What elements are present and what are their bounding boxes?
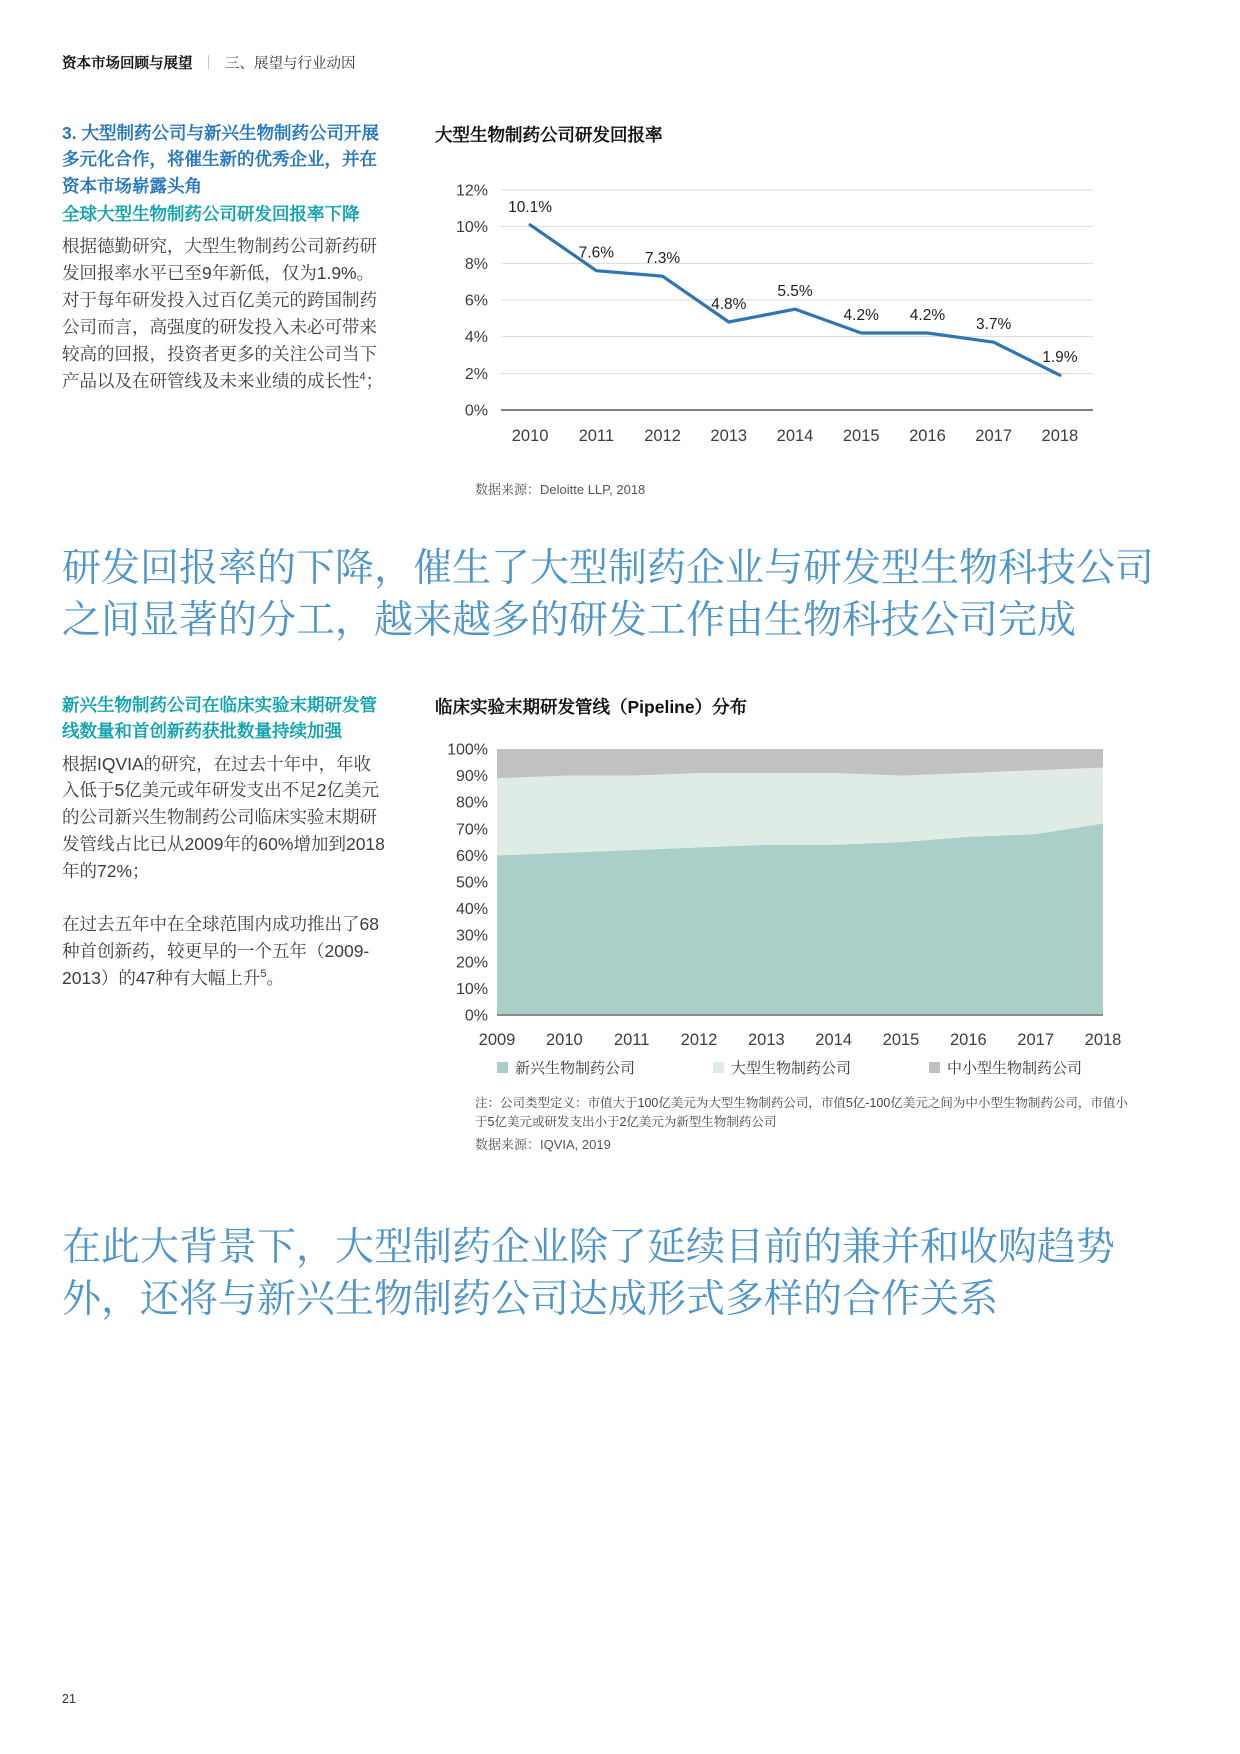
svg-text:2016: 2016 — [909, 427, 946, 445]
rd-return-chart-source: 数据来源：Deloitte LLP, 2018 — [475, 482, 646, 497]
svg-text:10%: 10% — [455, 980, 488, 998]
section1-paragraph-tail: ； — [365, 370, 384, 391]
pipeline-chart-legend — [497, 1057, 1178, 1078]
svg-text:2012: 2012 — [644, 427, 681, 445]
pipeline-chart-source: 数据来源：IQVIA, 2019 — [475, 1136, 611, 1152]
section2-paragraph-2-text: 在过去五年中在全球范围内成功推出了68种首创新药，较更早的一个五年（2009-2013）的47种有大幅上升 — [62, 914, 379, 989]
svg-text:2013: 2013 — [710, 427, 748, 445]
legend-swatch — [497, 1062, 508, 1073]
section1-subheading: 全球大型生物制药公司研发回报率下降 — [62, 203, 360, 224]
svg-text:30%: 30% — [455, 927, 488, 945]
svg-text:4.2%: 4.2% — [843, 307, 879, 324]
page-header — [62, 52, 356, 73]
svg-text:50%: 50% — [455, 874, 488, 892]
pipeline-chart-title: 临床实验末期研发管线（Pipeline）分布 — [435, 697, 748, 717]
svg-text:40%: 40% — [455, 901, 488, 919]
svg-text:2017: 2017 — [975, 427, 1013, 445]
svg-text:100%: 100% — [447, 741, 488, 759]
svg-text:5.5%: 5.5% — [777, 283, 813, 301]
legend-label: 新兴生物制药公司 — [515, 1060, 636, 1077]
svg-text:1.9%: 1.9% — [1042, 349, 1078, 367]
rd-return-line-chart — [435, 165, 1135, 465]
svg-text:2012: 2012 — [680, 1031, 718, 1049]
section2-heading: 新兴生物制药公司在临床实验末期研发管线数量和首创新药获批数量持续加强 — [62, 695, 377, 742]
section1-text-column — [62, 120, 385, 395]
svg-text:2010: 2010 — [511, 427, 549, 445]
svg-text:20%: 20% — [455, 954, 488, 972]
rd-return-chart-block — [435, 120, 1178, 498]
section2-text-column — [62, 692, 385, 992]
svg-text:2014: 2014 — [776, 427, 814, 445]
svg-text:8%: 8% — [464, 255, 488, 273]
section2-paragraph-2-tail: 。 — [266, 968, 285, 989]
svg-text:4%: 4% — [464, 329, 488, 347]
svg-text:2009: 2009 — [478, 1031, 516, 1049]
legend-item — [929, 1057, 1082, 1078]
section2-paragraph-2 — [62, 911, 385, 992]
svg-text:70%: 70% — [455, 821, 488, 839]
svg-text:4.8%: 4.8% — [711, 296, 747, 313]
pipeline-stacked-area-chart — [435, 735, 1135, 1053]
svg-text:2015: 2015 — [882, 1031, 920, 1049]
legend-label: 中小型生物制药公司 — [947, 1060, 1083, 1077]
svg-text:7.3%: 7.3% — [644, 250, 681, 268]
section2-paragraph-1: 根据IQVIA的研究，在过去十年中，年收入低于5亿美元或年研发支出不足2亿美元的公司新兴生物制药公司临床实验末期研发管线占比已从2009年的60%增加到2018年的72%； — [62, 753, 385, 882]
svg-text:60%: 60% — [455, 847, 488, 865]
section1-paragraph — [62, 233, 385, 395]
svg-text:2011: 2011 — [578, 427, 615, 445]
svg-text:4.2%: 4.2% — [909, 307, 946, 324]
svg-text:2018: 2018 — [1041, 427, 1079, 445]
header-separator: ｜ — [201, 56, 216, 72]
svg-text:2%: 2% — [464, 365, 488, 383]
svg-text:90%: 90% — [455, 768, 488, 786]
svg-text:2010: 2010 — [545, 1031, 583, 1049]
svg-text:2014: 2014 — [815, 1031, 853, 1049]
pipeline-chart-note: 注：公司类型定义：市值大于100亿美元为大型生物制药公司，市值5亿-100亿美元之间为中小型生物制药公司，市值小于5亿美元或研发支出小于2亿美元为新型生物制药公司 — [475, 1096, 1128, 1129]
svg-text:3.7%: 3.7% — [975, 316, 1012, 334]
header-section: 三、展望与行业动因 — [225, 56, 356, 72]
section1-paragraph-text: 根据德勤研究，大型生物制药公司新药研发回报率水平已至9年新低，仅为1.9%。对于每年研发投入过百亿美元的跨国制药公司而言，高强度的研发投入未必可带来较高的回报，投资者更多的关注公司当下产品以及在研管线及未来业绩的成长性 — [62, 236, 377, 391]
svg-text:6%: 6% — [464, 292, 488, 310]
legend-item — [497, 1057, 635, 1078]
footnote-marker-4: 4 — [359, 370, 366, 383]
svg-text:12%: 12% — [455, 182, 488, 200]
section-pipeline — [62, 692, 1178, 1153]
legend-swatch — [929, 1062, 940, 1073]
pull-quote-1: 研发回报率的下降，催生了大型制药企业与研发型生物科技公司之间显著的分工，越来越多的研发工作由生物科技公司完成 — [62, 547, 1155, 643]
legend-item — [713, 1057, 851, 1078]
svg-text:10.1%: 10.1% — [508, 198, 553, 216]
svg-text:7.6%: 7.6% — [578, 244, 615, 262]
legend-label: 大型生物制药公司 — [731, 1060, 852, 1077]
footnote-marker-5: 5 — [260, 968, 267, 981]
rd-return-chart-title: 大型生物制药公司研发回报率 — [435, 125, 663, 145]
section-rd-return — [62, 120, 1178, 498]
svg-text:0%: 0% — [464, 402, 488, 420]
header-title: 资本市场回顾与展望 — [62, 56, 193, 72]
svg-text:80%: 80% — [455, 794, 488, 812]
svg-text:2017: 2017 — [1017, 1031, 1055, 1049]
svg-text:0%: 0% — [464, 1007, 488, 1025]
svg-text:2015: 2015 — [842, 427, 880, 445]
pipeline-chart-block — [435, 692, 1178, 1153]
section1-heading: 3. 大型制药公司与新兴生物制药公司开展多元化合作，将催生新的优秀企业，并在资本市场崭露头角 — [62, 123, 379, 196]
page-number: 21 — [62, 1692, 76, 1706]
svg-text:2016: 2016 — [949, 1031, 987, 1049]
svg-text:2011: 2011 — [613, 1031, 650, 1049]
legend-swatch — [713, 1062, 724, 1073]
svg-text:2013: 2013 — [747, 1031, 785, 1049]
pull-quote-2: 在此大背景下，大型制药企业除了延续目前的兼并和收购趋势外，还将与新兴生物制药公司达成形式多样的合作关系 — [62, 1226, 1116, 1322]
svg-text:10%: 10% — [455, 219, 488, 237]
svg-text:2018: 2018 — [1084, 1031, 1122, 1049]
